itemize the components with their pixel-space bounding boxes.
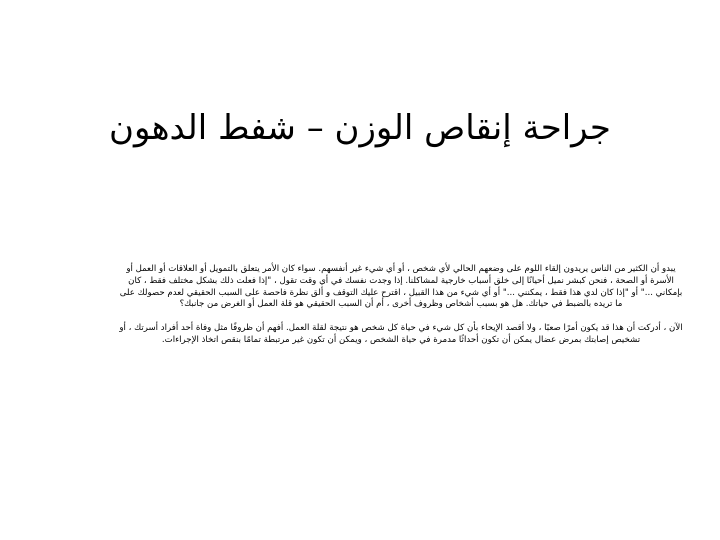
slide-title: جراحة إنقاص الوزن – شفط الدهون (109, 108, 611, 148)
slide-body (118, 264, 684, 359)
body-paragraph-1: يبدو أن الكثير من الناس يريدون إلقاء اللوم على وضعهم الحالي لأي شخص ، أو أي شيء غير أنفسهم. سواء كان الأمر يتعلق بالتمويل أو العلاقات أو العمل أو الأسرة أو الصحة ، فنحن كبشر نميل أحيانًا إلى خلق أسباب خارجية لمشاكلنا. إذا وجدت نفسك في أي وقت تقول ، "إذا فعلت ذلك بشكل مختلف فقط ، كان بإمكاني ..." أو "إذا كان لدي هذا فقط ، يمكنني ..." أو أي شيء من هذا القبيل ، اقترح عليك التوقف و ألق نظرة فاحصة على السبب الحقيقي لعدم حصولك على ما تريده بالضبط في حياتك. هل هو بسبب أشخاص وظروف أخرى ، أم أن السبب الحقيقي هو قلة العمل أو الغرض من جانبك؟ (119, 264, 683, 310)
body-paragraph-2: الآن ، أدركت أن هذا قد يكون أمرًا صعبًا ، ولا أقصد الإيحاء بأن كل شيء في حياة كل شخص هو نتيجة لقلة العمل. أفهم أن ظروفًا مثل وفاة أحد أفراد أسرتك ، أو تشخيص إصابتك بمرض عضال يمكن أن تكون أحداثًا مدمرة في حياة الشخص ، ويمكن أن تكون غير مرتبطة تمامًا بنقص اتخاذ الإجراءات. (119, 323, 683, 345)
